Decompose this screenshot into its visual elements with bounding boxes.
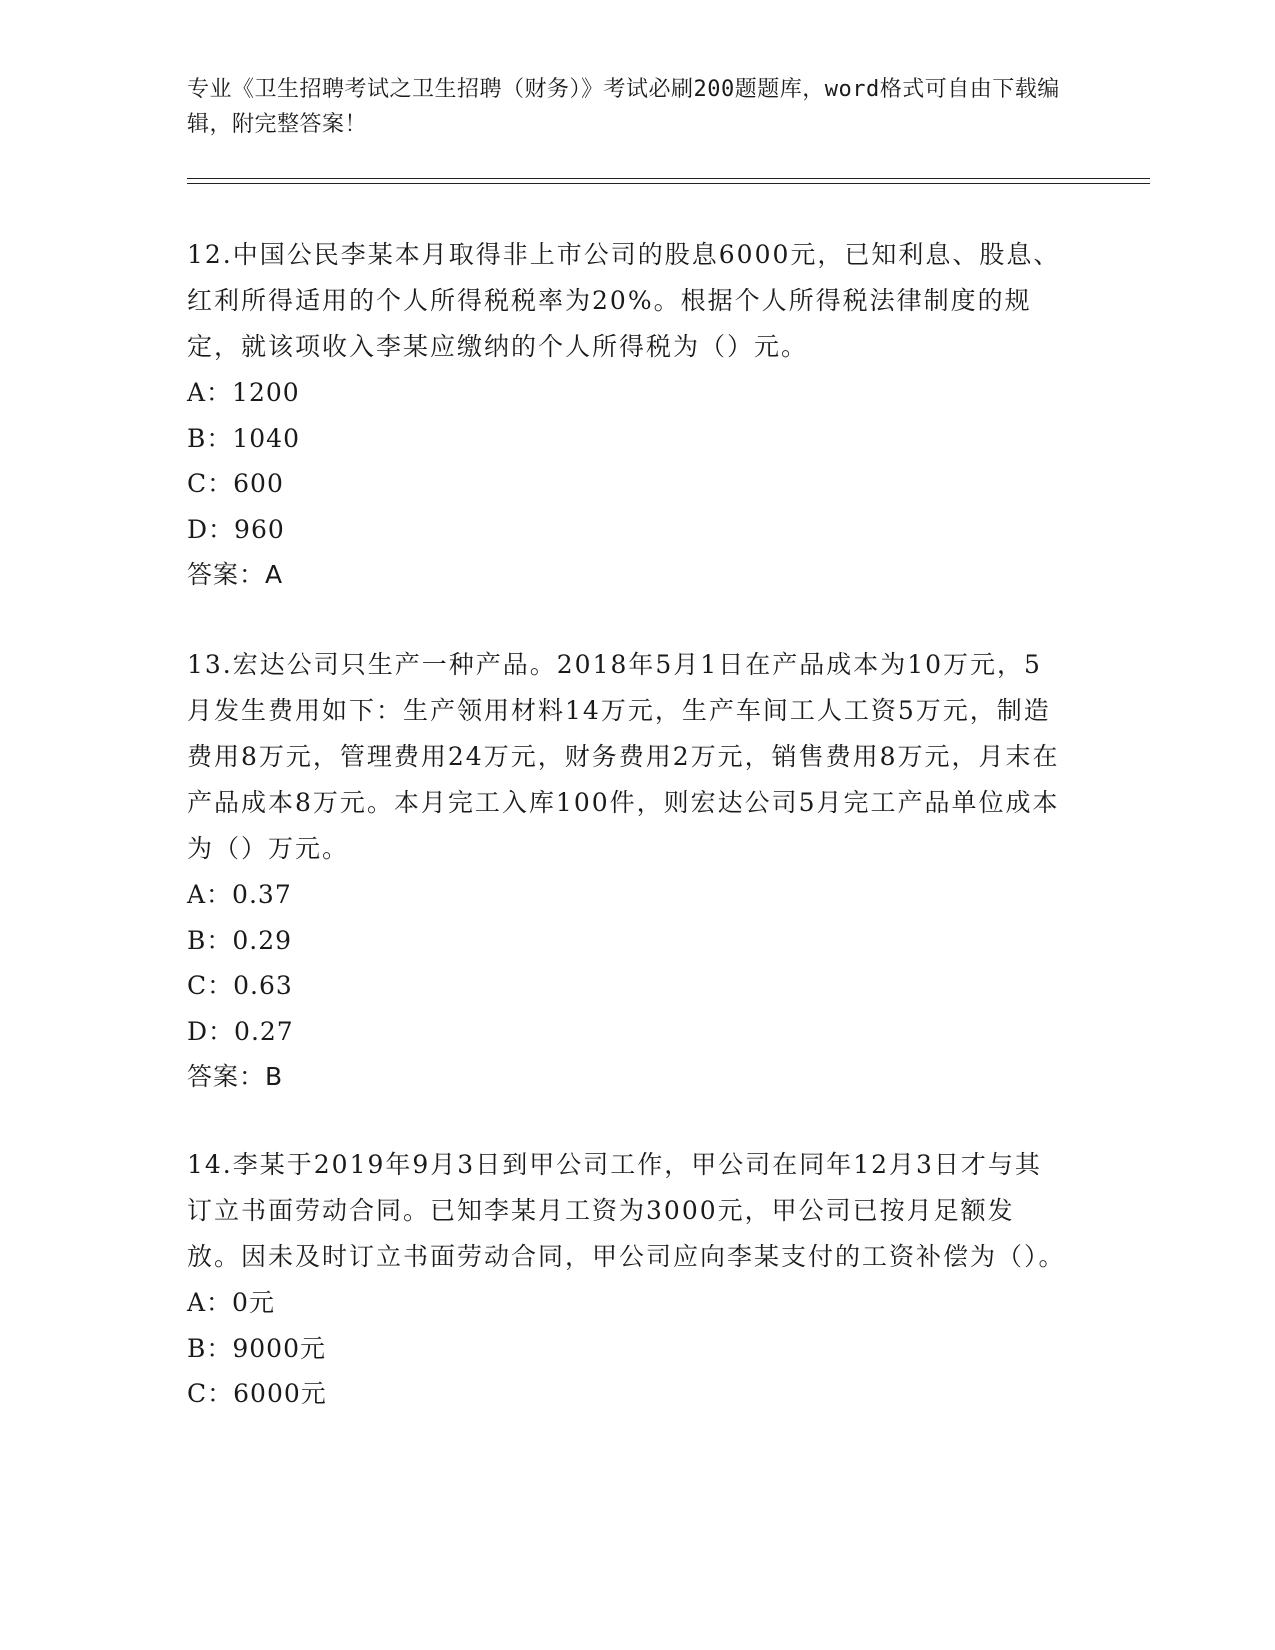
option-a: A：1200 bbox=[187, 378, 300, 407]
answer-line: 答案：A bbox=[187, 560, 284, 589]
option-b: B：9000元 bbox=[187, 1333, 326, 1363]
question-14 bbox=[187, 1142, 1067, 1417]
option-b: B：0.29 bbox=[187, 925, 293, 955]
question-12 bbox=[187, 232, 1067, 598]
option-d: D：960 bbox=[187, 514, 285, 544]
option-d: D：0.27 bbox=[187, 1016, 294, 1046]
header-divider-top bbox=[187, 178, 1150, 179]
option-a: A：0.37 bbox=[187, 880, 292, 909]
option-c: C：600 bbox=[187, 469, 284, 498]
question-text: 12.中国公民李某本月取得非上市公司的股息6000元，已知利息、股息、红利所得适用的个人所得税税率为20%。根据个人所得税法律制度的规定，就该项收入李某应缴纳的个人所得税为（）元。 bbox=[187, 240, 1061, 361]
question-text: 14.李某于2019年9月3日到甲公司工作，甲公司在同年12月3日才与其订立书面劳动合同。已知李某月工资为3000元，甲公司已按月足额发放。因未及时订立书面劳动合同，甲公司应向李某支付的工资补偿为（）。 bbox=[187, 1150, 1066, 1271]
option-c: C：6000元 bbox=[187, 1379, 327, 1408]
option-a: A：0元 bbox=[187, 1288, 275, 1317]
question-text: 13.宏达公司只生产一种产品。2018年5月1日在产品成本为10万元，5月发生费用如下：生产领用材料14万元，生产车间工人工资5万元，制造费用8万元，管理费用24万元，财务费用2万元，销售费用8万元，月末在产品成本8万元。本月完工入库100件，则宏达公司5月完工产品单位成本为（）万元。 bbox=[187, 650, 1060, 863]
document-header: 专业《卫生招聘考试之卫生招聘（财务）》考试必刷200题题库，word格式可自由下载编辑，附完整答案！ bbox=[187, 77, 1060, 137]
question-13 bbox=[187, 642, 1067, 1100]
option-b: B：1040 bbox=[187, 423, 300, 453]
option-c: C：0.63 bbox=[187, 971, 293, 1000]
answer-line: 答案：B bbox=[187, 1062, 284, 1091]
header-divider-bottom bbox=[187, 183, 1150, 184]
